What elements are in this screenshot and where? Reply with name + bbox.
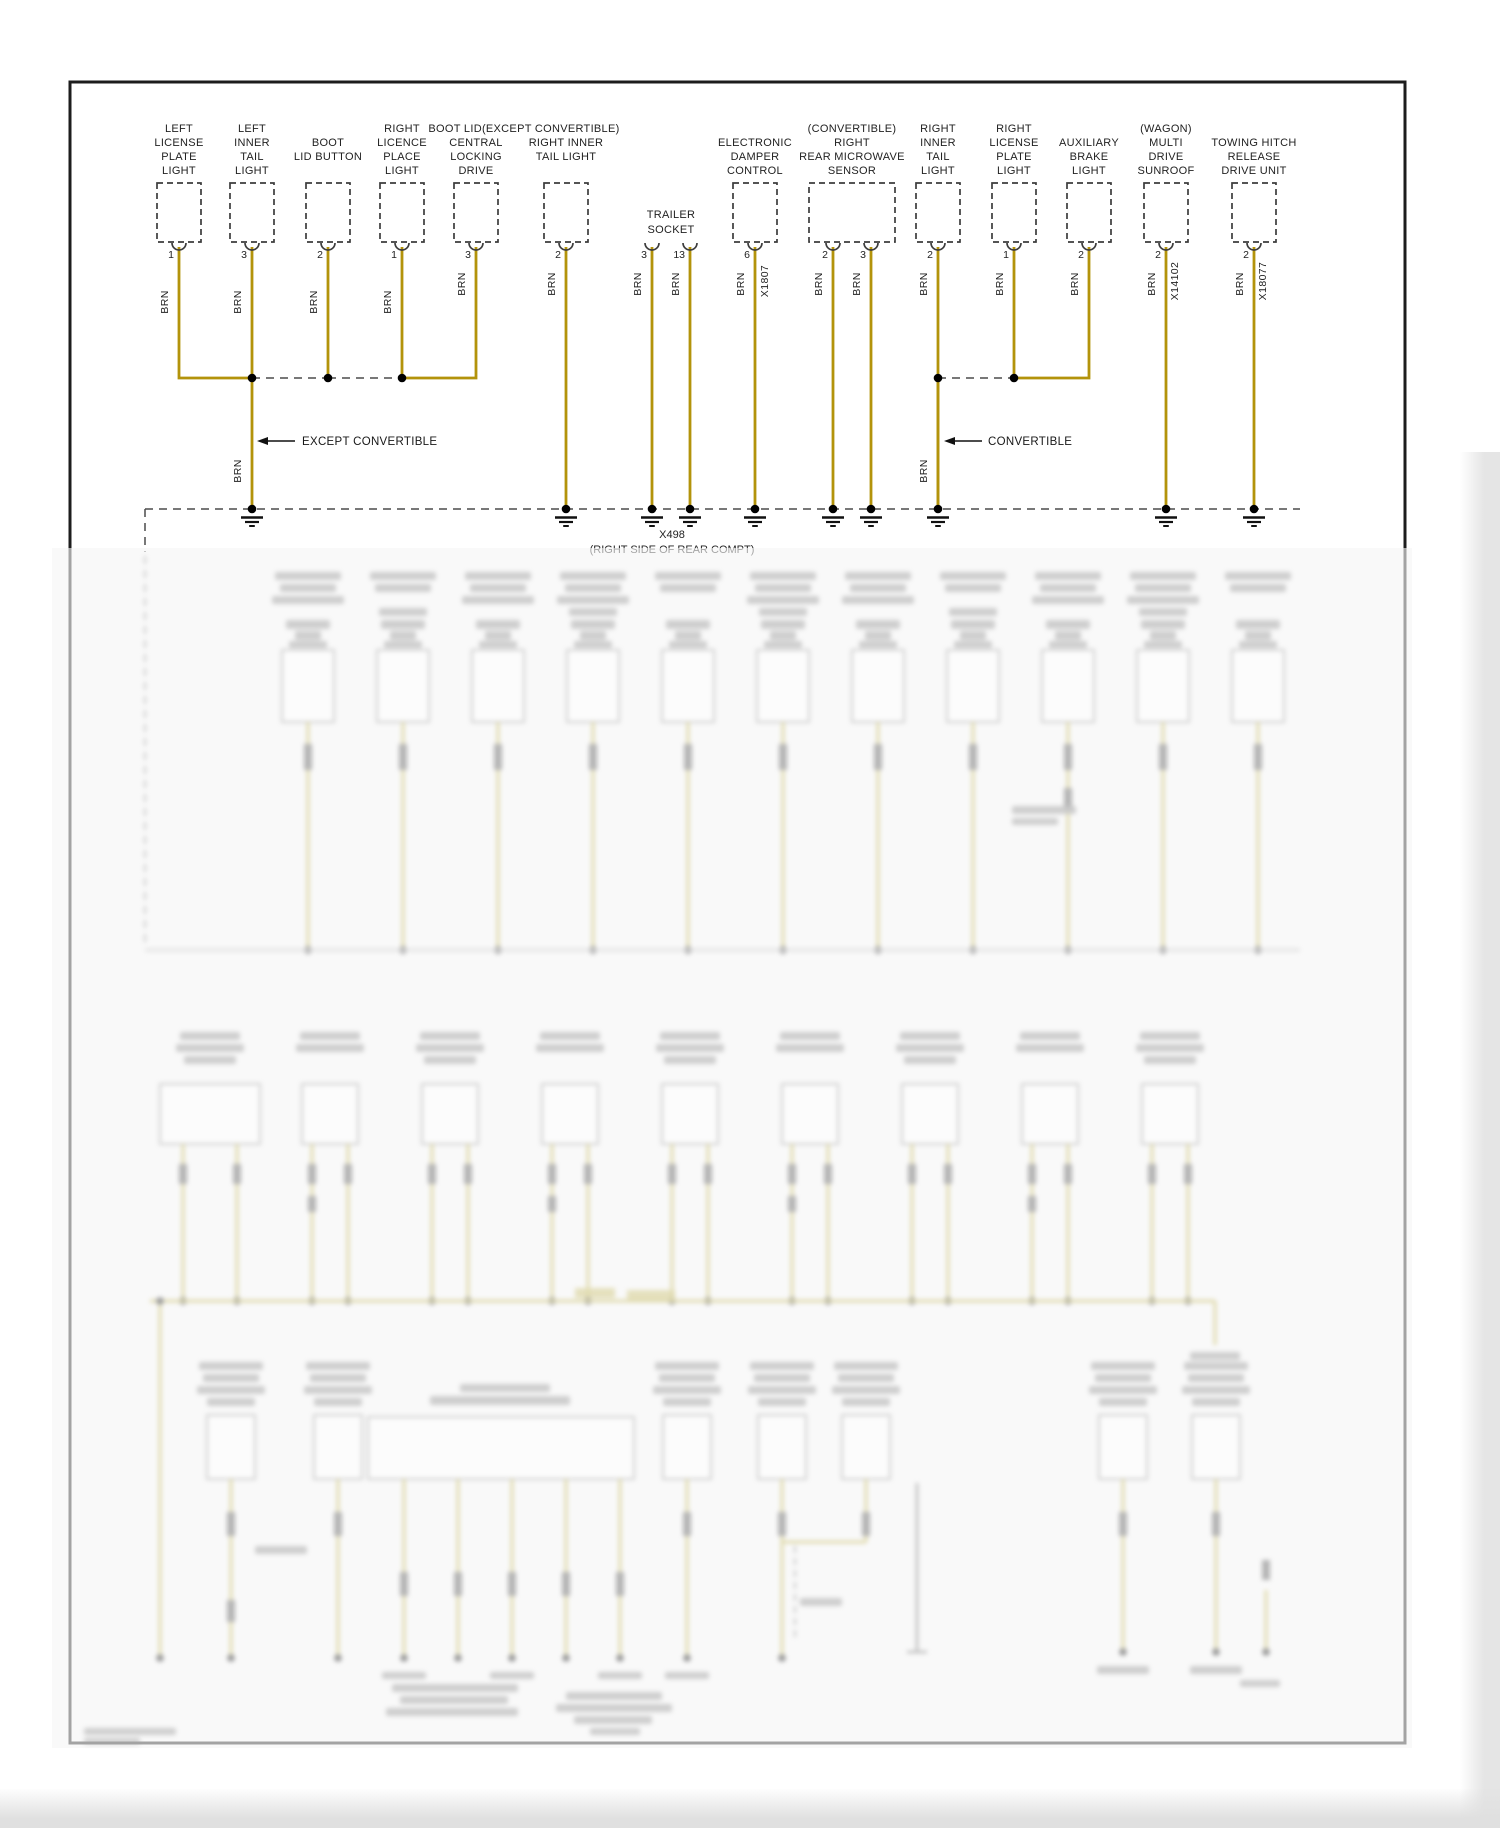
- component-label: DAMPER: [730, 151, 780, 163]
- component-label: CENTRAL: [449, 137, 503, 149]
- component-label: RIGHT INNER: [528, 137, 604, 149]
- wire-color-label: BRN: [232, 290, 244, 314]
- pin-number: 1: [168, 249, 174, 261]
- pin-number: 3: [465, 249, 471, 261]
- component-label: (WAGON): [1140, 123, 1192, 135]
- pin-number: 3: [860, 249, 866, 261]
- wire-color-label: BRN: [1146, 272, 1158, 296]
- wire-color-label: BRN: [918, 459, 930, 483]
- pin-number: 2: [822, 249, 828, 261]
- wire-color-label: BRN: [546, 272, 558, 296]
- pin-number: 2: [1078, 249, 1084, 261]
- pin-number: 3: [641, 249, 647, 261]
- component-label: LEFT: [237, 123, 267, 135]
- group-header: BOOT LID(EXCEPT CONVERTIBLE): [428, 123, 620, 135]
- wire-color-label: BRN: [308, 290, 320, 314]
- connector-id: X14102: [1169, 261, 1181, 301]
- branch-note-convertible: CONVERTIBLE: [988, 436, 1073, 448]
- wire-color-label: BRN: [670, 272, 682, 296]
- pin-number: 1: [1003, 249, 1009, 261]
- component-label: LIGHT: [921, 165, 955, 177]
- component-label: REAR MICROWAVE: [799, 151, 905, 163]
- pin-number: 3: [241, 249, 247, 261]
- component-label: BRAKE: [1069, 151, 1109, 163]
- component-label: DRIVE: [1148, 151, 1184, 163]
- component-label: LIGHT: [162, 165, 196, 177]
- pin-number: 2: [555, 249, 561, 261]
- component-label: DRIVE UNIT: [1221, 165, 1287, 177]
- component-label: TOWING HITCH: [1211, 137, 1297, 149]
- scan-shadow-bottom: [0, 1789, 1500, 1828]
- component-label: LIGHT: [385, 165, 419, 177]
- ground-connector-id: X498: [659, 529, 685, 541]
- component-label: LIGHT: [997, 165, 1031, 177]
- wire-color-label: BRN: [456, 272, 468, 296]
- component-label: TAIL LIGHT: [535, 151, 597, 163]
- component-label: LICENSE: [989, 137, 1039, 149]
- component-label: INNER: [920, 137, 956, 149]
- pin-number: 2: [1243, 249, 1249, 261]
- component-label: RIGHT: [834, 137, 870, 149]
- component-label: RELEASE: [1227, 151, 1281, 163]
- wire-color-label: BRN: [813, 272, 825, 296]
- component-label: (CONVERTIBLE): [807, 123, 897, 135]
- component-label: INNER: [234, 137, 270, 149]
- component-label: BOOT: [311, 137, 345, 149]
- component-label: RIGHT: [920, 123, 956, 135]
- wire-color-label: BRN: [1069, 272, 1081, 296]
- wire-color-label: BRN: [918, 272, 930, 296]
- connector-id: X1807: [759, 264, 771, 298]
- component-label: SENSOR: [827, 165, 877, 177]
- pin-number: 1: [391, 249, 397, 261]
- component-label: SUNROOF: [1137, 165, 1195, 177]
- wire-color-label: BRN: [159, 290, 171, 314]
- component-label: RIGHT: [384, 123, 420, 135]
- wire-color-label: BRN: [382, 290, 394, 314]
- component-label: TAIL: [240, 151, 264, 163]
- wire-color-label: BRN: [851, 272, 863, 296]
- pin-number: 2: [317, 249, 323, 261]
- component-label: PLATE: [161, 151, 197, 163]
- pin-number: 2: [1155, 249, 1161, 261]
- branch-note-except-convertible: EXCEPT CONVERTIBLE: [302, 436, 438, 448]
- component-label: AUXILIARY: [1059, 137, 1119, 149]
- wire-color-label: BRN: [632, 272, 644, 296]
- component-label: SOCKET: [647, 224, 695, 236]
- pin-number: 2: [927, 249, 933, 261]
- component-label: MULTI: [1149, 137, 1183, 149]
- pin-number: 13: [673, 249, 685, 261]
- component-label: LICENCE: [377, 137, 427, 149]
- component-label: LID BUTTON: [293, 151, 363, 163]
- component-label: TAIL: [926, 151, 950, 163]
- component-label: LIGHT: [1072, 165, 1106, 177]
- wire-color-label: BRN: [1234, 272, 1246, 296]
- component-label: LEFT: [164, 123, 194, 135]
- component-label: LICENSE: [154, 137, 204, 149]
- wire-color-label: BRN: [735, 272, 747, 296]
- component-label: LIGHT: [235, 165, 269, 177]
- component-label: ELECTRONIC: [718, 137, 792, 149]
- wire-color-label: BRN: [994, 272, 1006, 296]
- component-label: CONTROL: [727, 165, 783, 177]
- connector-id: X18077: [1257, 261, 1269, 301]
- component-label: RIGHT: [996, 123, 1032, 135]
- scan-shadow-right: [1460, 452, 1500, 1828]
- component-label: DRIVE: [458, 165, 494, 177]
- wire-color-label: BRN: [232, 459, 244, 483]
- pin-number: 6: [744, 249, 750, 261]
- component-label: TRAILER: [646, 209, 696, 221]
- component-label: LOCKING: [450, 151, 502, 163]
- component-label: PLACE: [383, 151, 421, 163]
- component-label: PLATE: [996, 151, 1032, 163]
